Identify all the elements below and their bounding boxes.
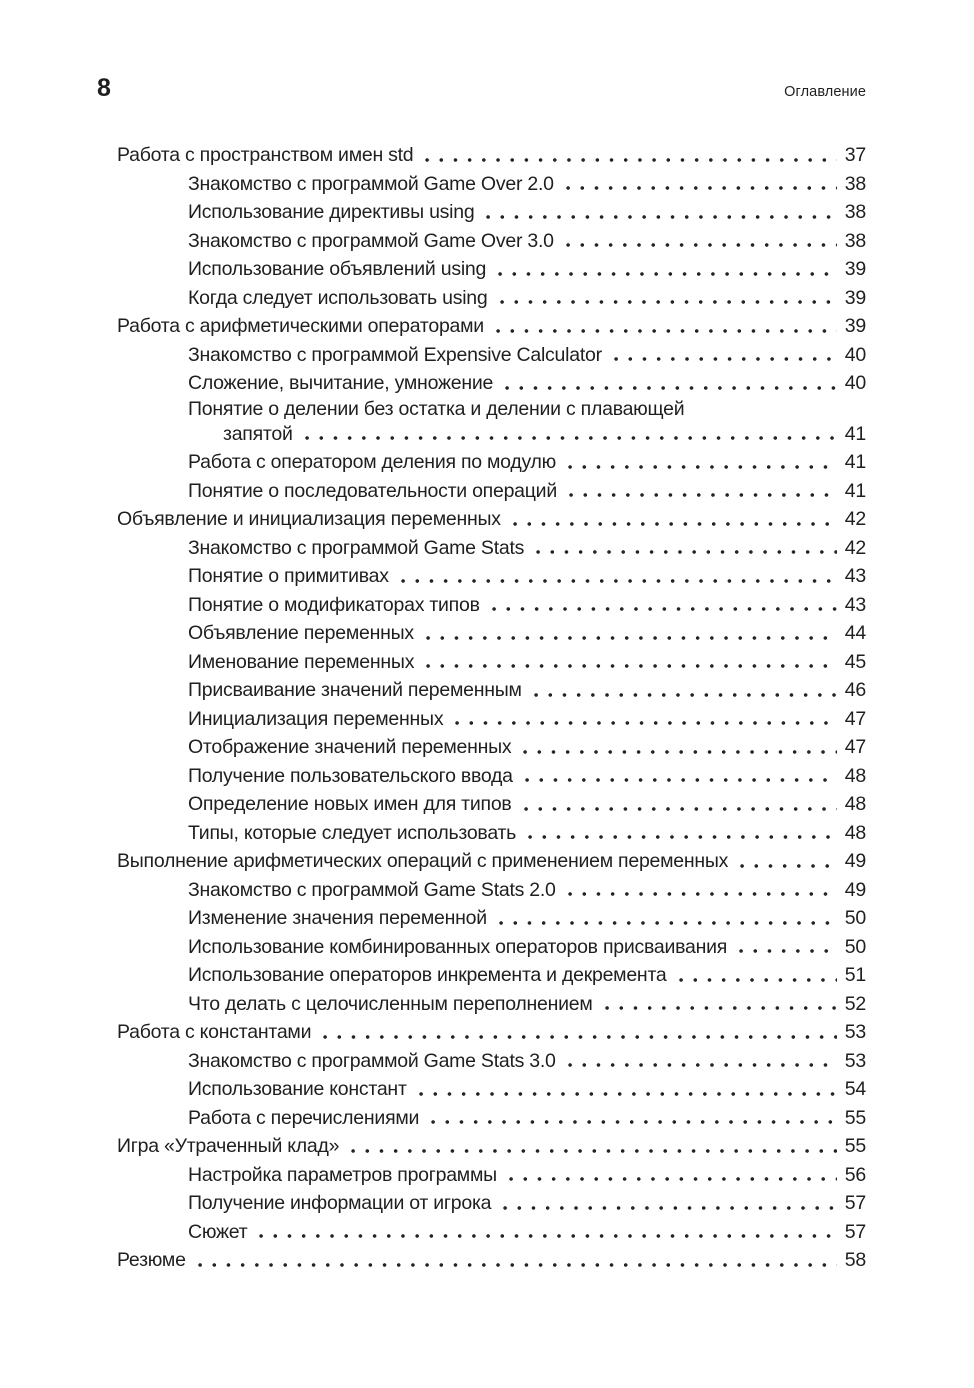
toc-entry-title: Получение информации от игрока bbox=[188, 1192, 492, 1214]
dot-leader bbox=[520, 777, 837, 783]
toc-entry-page: 37 bbox=[844, 144, 866, 166]
toc-entry bbox=[117, 1161, 866, 1190]
toc-entry-title: Понятие о примитивах bbox=[188, 565, 389, 587]
toc-entry-page: 40 bbox=[844, 343, 866, 366]
toc-entry bbox=[117, 369, 866, 398]
toc-entry bbox=[117, 198, 866, 227]
toc-entry-title: Работа с оператором деления по модулю bbox=[188, 451, 557, 473]
toc-entry-title: Что делать с целочисленным переполнением bbox=[188, 992, 593, 1015]
toc-list bbox=[117, 141, 866, 1275]
toc-entry-title: Именование переменных bbox=[188, 650, 415, 673]
toc-entry-page: 52 bbox=[844, 992, 866, 1015]
toc-entry bbox=[117, 933, 866, 962]
toc-entry bbox=[117, 1018, 866, 1047]
dot-leader bbox=[523, 834, 837, 840]
toc-entry-title: Изменение значения переменной bbox=[188, 907, 487, 929]
toc-entry bbox=[117, 591, 866, 620]
toc-entry-title: Работа с пространством имен std bbox=[117, 144, 414, 166]
toc-entry-title: Использование комбинированных операторов присваивания bbox=[188, 935, 728, 958]
toc-entry-page: 48 bbox=[844, 793, 866, 815]
toc-entry bbox=[117, 904, 866, 933]
toc-entry-page: 53 bbox=[844, 1049, 866, 1072]
toc-entry-page: 43 bbox=[844, 593, 866, 616]
toc-entry-page: 47 bbox=[844, 736, 866, 758]
toc-entry-title: Когда следует использовать using bbox=[188, 286, 488, 309]
toc-entry bbox=[117, 790, 866, 819]
toc-entry-page: 39 bbox=[844, 258, 866, 280]
toc-entry bbox=[117, 1075, 866, 1104]
toc-entry bbox=[117, 762, 866, 791]
dot-leader bbox=[450, 720, 837, 726]
dot-leader bbox=[426, 1119, 837, 1125]
toc-entry bbox=[117, 961, 866, 990]
toc-entry-title: Выполнение арифметических операций с применением переменных bbox=[117, 850, 729, 872]
dot-leader bbox=[500, 385, 837, 391]
toc-entry-title: Объявление переменных bbox=[188, 622, 414, 644]
toc-entry-title: Типы, которые следует использовать bbox=[188, 821, 517, 844]
dot-leader bbox=[421, 663, 837, 669]
toc-entry bbox=[117, 420, 866, 449]
toc-entry-page: 47 bbox=[844, 707, 866, 730]
toc-entry-page: 38 bbox=[844, 201, 866, 223]
toc-entry-title: Получение пользовательского ввода bbox=[188, 764, 513, 787]
toc-entry-title: Понятие о модификаторах типов bbox=[188, 593, 480, 616]
dot-leader bbox=[735, 863, 837, 869]
toc-entry-page: 38 bbox=[844, 229, 866, 252]
dot-leader bbox=[734, 948, 837, 954]
toc-entry bbox=[117, 341, 866, 370]
toc-entry-title: Знакомство с программой Game Over 3.0 bbox=[188, 229, 554, 252]
toc-entry-page: 41 bbox=[844, 451, 866, 473]
toc-entry-title: Знакомство с программой Game Stats 2.0 bbox=[188, 878, 556, 901]
dot-leader bbox=[519, 806, 837, 812]
toc-entry-page: 55 bbox=[844, 1106, 866, 1129]
dot-leader bbox=[491, 328, 837, 334]
dot-leader bbox=[481, 214, 837, 220]
toc-entry-title: Использование констант bbox=[188, 1078, 407, 1100]
toc-entry bbox=[117, 733, 866, 762]
dot-leader bbox=[561, 242, 837, 248]
dot-leader bbox=[420, 157, 837, 163]
toc-entry bbox=[117, 1218, 866, 1247]
dot-leader bbox=[529, 692, 837, 698]
toc-entry-page: 49 bbox=[844, 878, 866, 901]
toc-entry bbox=[117, 227, 866, 256]
toc-entry-page: 42 bbox=[844, 536, 866, 559]
toc-entry-page: 48 bbox=[844, 821, 866, 844]
toc-entry-title: Отображение значений переменных bbox=[188, 736, 512, 758]
toc-entry-page: 41 bbox=[844, 479, 866, 502]
toc-entry-title: Понятие о последовательности операций bbox=[188, 479, 557, 502]
dot-leader bbox=[508, 521, 837, 527]
dot-leader bbox=[421, 635, 837, 641]
toc-entry-page: 58 bbox=[844, 1249, 866, 1271]
toc-entry bbox=[117, 619, 866, 648]
page-header bbox=[97, 74, 866, 102]
toc-entry bbox=[117, 505, 866, 534]
toc-entry-page: 53 bbox=[844, 1021, 866, 1043]
toc-entry bbox=[117, 990, 866, 1019]
toc-entry bbox=[117, 705, 866, 734]
dot-leader bbox=[414, 1091, 837, 1097]
dot-leader bbox=[318, 1034, 837, 1040]
toc-entry bbox=[117, 648, 866, 677]
dot-leader bbox=[674, 977, 838, 983]
dot-leader bbox=[396, 578, 837, 584]
toc-entry-title: запятой bbox=[223, 422, 293, 445]
toc-entry bbox=[117, 876, 866, 905]
toc-entry-title: Работа с арифметическими операторами bbox=[117, 315, 484, 337]
dot-leader bbox=[498, 1205, 837, 1211]
toc-entry-page: 56 bbox=[844, 1163, 866, 1186]
toc-entry-title: Сложение, вычитание, умножение bbox=[188, 372, 494, 394]
toc-entry-title: Игра «Утраченный клад» bbox=[117, 1135, 340, 1157]
toc-entry-title: Использование объявлений using bbox=[188, 258, 487, 280]
toc-entry bbox=[117, 284, 866, 313]
toc-entry-title: Инициализация переменных bbox=[188, 707, 444, 730]
toc-entry-page: 44 bbox=[844, 622, 866, 644]
toc-entry-page: 46 bbox=[844, 679, 866, 701]
toc-entry bbox=[117, 448, 866, 477]
dot-leader bbox=[493, 271, 837, 277]
dot-leader bbox=[193, 1262, 837, 1268]
toc-entry-title: Использование директивы using bbox=[188, 201, 475, 223]
toc-entry-page: 42 bbox=[844, 508, 866, 530]
toc-entry-page: 54 bbox=[844, 1078, 866, 1100]
toc-entry bbox=[117, 1104, 866, 1133]
toc-entry bbox=[117, 1189, 866, 1218]
toc-entry bbox=[117, 170, 866, 199]
toc-entry bbox=[117, 141, 866, 170]
toc-entry bbox=[117, 676, 866, 705]
toc-entry-page: 55 bbox=[844, 1135, 866, 1157]
toc-entry-title: Сюжет bbox=[188, 1220, 248, 1243]
dot-leader bbox=[495, 299, 838, 305]
toc-entry-page: 57 bbox=[844, 1220, 866, 1243]
dot-leader bbox=[600, 1005, 837, 1011]
toc-entry-page: 50 bbox=[844, 907, 866, 929]
toc-entry-title: Настройка параметров программы bbox=[188, 1163, 497, 1186]
dot-leader bbox=[563, 891, 837, 897]
toc-entry-page: 57 bbox=[844, 1192, 866, 1214]
toc-entry-page: 51 bbox=[844, 964, 866, 986]
toc-entry-title: Знакомство с программой Game Stats 3.0 bbox=[188, 1049, 556, 1072]
toc-entry-title: Присваивание значений переменным bbox=[188, 679, 522, 701]
toc-entry bbox=[117, 1047, 866, 1076]
toc-entry bbox=[117, 255, 866, 284]
dot-leader bbox=[609, 356, 837, 362]
toc-entry-title: Знакомство с программой Game Over 2.0 bbox=[188, 172, 554, 195]
toc-entry bbox=[117, 819, 866, 848]
dot-leader bbox=[487, 606, 837, 612]
dot-leader bbox=[531, 549, 837, 555]
toc-entry-title: Объявление и инициализация переменных bbox=[117, 508, 501, 530]
toc-entry-page: 39 bbox=[844, 286, 866, 309]
toc-entry bbox=[117, 312, 866, 341]
toc-entry-title: Понятие о делении без остатка и делении с плавающей bbox=[188, 397, 685, 420]
toc-entry-page: 39 bbox=[844, 315, 866, 337]
toc-entry bbox=[117, 562, 866, 591]
toc-entry-page: 40 bbox=[844, 372, 866, 394]
dot-leader bbox=[494, 920, 837, 926]
toc-entry bbox=[117, 1246, 866, 1275]
dot-leader bbox=[561, 185, 837, 191]
dot-leader bbox=[563, 464, 837, 470]
toc-entry-title: Определение новых имен для типов bbox=[188, 793, 512, 815]
toc-entry bbox=[117, 1132, 866, 1161]
running-header-title: Оглавление bbox=[784, 84, 866, 100]
toc-entry-page: 48 bbox=[844, 764, 866, 787]
toc-entry-page: 50 bbox=[844, 935, 866, 958]
toc-entry-page: 41 bbox=[844, 422, 866, 445]
dot-leader bbox=[346, 1148, 837, 1154]
toc-entry-title: Знакомство с программой Expensive Calculator bbox=[188, 343, 602, 366]
dot-leader bbox=[518, 749, 837, 755]
toc-entry-title: Использование операторов инкремента и декремента bbox=[188, 964, 667, 986]
toc-entry-page: 45 bbox=[844, 650, 866, 673]
toc-entry-page: 49 bbox=[844, 850, 866, 872]
dot-leader bbox=[254, 1233, 837, 1239]
toc-entry-title: Работа с константами bbox=[117, 1021, 312, 1043]
toc-entry-page: 43 bbox=[844, 565, 866, 587]
page-number: 8 bbox=[97, 74, 111, 102]
toc-entry bbox=[117, 847, 866, 876]
toc-entry-title: Знакомство с программой Game Stats bbox=[188, 536, 525, 559]
toc-entry-page: 38 bbox=[844, 172, 866, 195]
toc-entry bbox=[117, 398, 866, 420]
toc-entry bbox=[117, 534, 866, 563]
dot-leader bbox=[300, 435, 837, 441]
toc-entry-title: Работа с перечислениями bbox=[188, 1106, 420, 1129]
dot-leader bbox=[563, 1062, 837, 1068]
dot-leader bbox=[504, 1176, 837, 1182]
dot-leader bbox=[564, 492, 837, 498]
toc-entry-title: Резюме bbox=[117, 1249, 186, 1271]
toc-entry bbox=[117, 477, 866, 506]
